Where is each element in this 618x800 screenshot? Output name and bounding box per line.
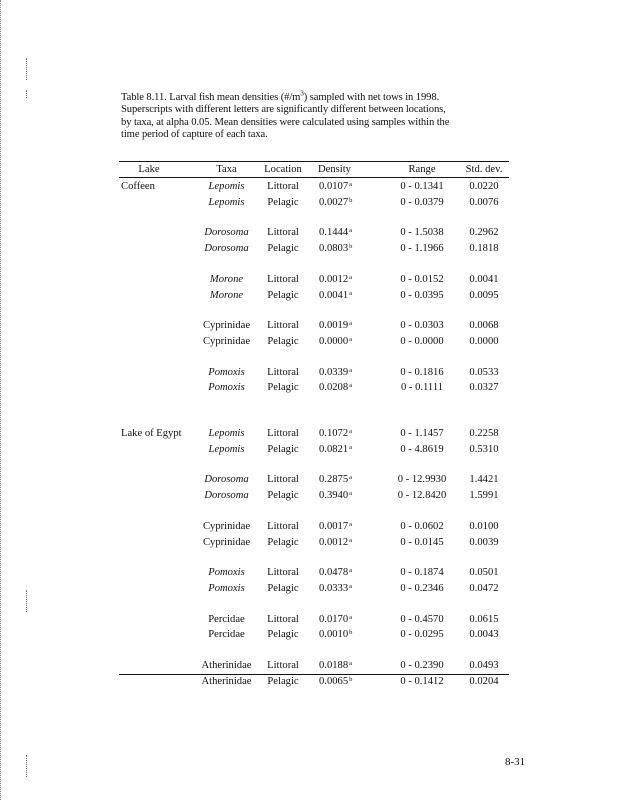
cell-std-dev: 0.0501 — [469, 567, 499, 579]
cell-taxa: Atherinidae — [201, 675, 252, 687]
cell-density — [319, 243, 352, 255]
significance-superscript: a — [349, 273, 353, 281]
significance-superscript: a — [349, 227, 353, 235]
cell-taxa: Pomoxis — [208, 567, 245, 579]
cell-location: Pelagic — [267, 490, 299, 502]
density-value: 0.0803 — [319, 243, 349, 255]
cell-density — [319, 629, 352, 641]
cell-std-dev: 0.0220 — [469, 181, 499, 192]
cell-range: 0 - 0.0145 — [400, 536, 444, 548]
cell-std-dev: 0.5310 — [469, 443, 499, 455]
cell-std-dev: 0.0095 — [469, 289, 499, 301]
cell-location: Littoral — [267, 320, 299, 332]
density-value: 0.0333 — [319, 582, 349, 594]
density-value: 0.0010 — [319, 629, 349, 641]
density-value: 0.0821 — [319, 443, 349, 455]
cell-range: 0 - 0.1412 — [400, 675, 444, 687]
margin-mark — [26, 90, 27, 98]
cell-location: Pelagic — [267, 289, 299, 301]
cell-taxa: Atherinidae — [201, 660, 252, 671]
cell-std-dev: 0.0043 — [469, 629, 499, 641]
density-value: 0.2875 — [319, 474, 349, 486]
cell-range: 0 - 1.1457 — [400, 428, 444, 439]
binding-edge — [0, 0, 5, 800]
cell-std-dev: 0.2962 — [469, 227, 499, 239]
cell-taxa: Dorosoma — [204, 243, 249, 255]
cell-density — [319, 583, 352, 595]
cell-taxa: Morone — [209, 289, 244, 301]
density-value: 0.0107 — [319, 181, 349, 192]
cell-density — [319, 320, 352, 332]
significance-superscript: b — [349, 196, 353, 204]
cell-range: 0 - 0.1111 — [400, 382, 444, 394]
density-value: 0.0339 — [319, 366, 349, 378]
cell-range: 0 - 1.5038 — [400, 227, 444, 239]
cell-range: 0 - 12.8420 — [397, 490, 447, 502]
header-taxa: Taxa — [216, 164, 237, 175]
cell-location: Pelagic — [267, 243, 299, 255]
header-range: Range — [408, 164, 436, 175]
cell-density — [319, 537, 352, 549]
cell-density — [319, 181, 352, 193]
cell-taxa: Cyprinidae — [202, 320, 251, 332]
header-std-dev: Std. dev. — [465, 164, 503, 175]
density-value: 0.0017 — [319, 520, 349, 532]
cell-range: 0 - 0.0379 — [400, 196, 444, 208]
cell-range: 0 - 0.1874 — [400, 567, 444, 579]
cell-location: Pelagic — [267, 675, 299, 687]
cell-range: 0 - 0.2346 — [400, 582, 444, 594]
cell-std-dev: 0.0100 — [469, 520, 499, 532]
cell-range: 0 - 0.4570 — [400, 613, 444, 625]
cell-taxa: Morone — [209, 273, 244, 285]
cell-range: 0 - 0.0395 — [400, 289, 444, 301]
cell-std-dev: 0.0533 — [469, 366, 499, 378]
cell-taxa: Pomoxis — [208, 382, 245, 394]
cell-density — [319, 227, 352, 239]
significance-superscript: a — [349, 582, 353, 590]
cell-std-dev: 0.0000 — [469, 335, 499, 347]
cell-std-dev: 0.2258 — [469, 428, 499, 439]
margin-mark — [26, 590, 27, 612]
significance-superscript: a — [349, 613, 353, 621]
density-value: 0.0012 — [319, 273, 349, 285]
cell-taxa: Lepomis — [208, 443, 245, 455]
cell-range: 0 - 0.2390 — [400, 660, 444, 671]
density-value: 0.0065 — [319, 675, 349, 687]
cell-location: Pelagic — [267, 582, 299, 594]
significance-superscript: a — [349, 320, 353, 328]
significance-superscript: a — [349, 567, 353, 575]
cell-density — [319, 676, 352, 688]
cell-location: Pelagic — [267, 629, 299, 641]
significance-superscript: a — [349, 443, 353, 451]
cell-std-dev: 1.4421 — [469, 474, 499, 486]
significance-superscript: a — [349, 428, 353, 435]
margin-mark — [26, 58, 27, 80]
cell-density — [319, 290, 352, 302]
cell-density — [319, 660, 352, 672]
cell-taxa: Percidae — [208, 629, 245, 641]
header-density: Density — [318, 164, 351, 175]
density-value: 0.0170 — [319, 613, 349, 625]
cell-taxa: Pomoxis — [208, 582, 245, 594]
cell-density — [319, 197, 352, 209]
significance-superscript: b — [349, 629, 353, 637]
density-value: 0.0478 — [319, 567, 349, 579]
cell-density — [319, 474, 352, 486]
cell-range: 0 - 1.1966 — [400, 243, 444, 255]
cell-location: Littoral — [267, 273, 299, 285]
cell-location: Littoral — [267, 366, 299, 378]
significance-superscript: a — [349, 660, 353, 667]
caption-line-3: by taxa, at alpha 0.05. Mean densities were calculated using samples within the — [121, 116, 450, 128]
cell-taxa: Percidae — [208, 613, 245, 625]
header-lake: Lake — [138, 164, 160, 175]
density-value: 0.3940 — [319, 490, 349, 502]
cell-std-dev: 0.0472 — [469, 582, 499, 594]
significance-superscript: a — [349, 289, 353, 297]
cell-location: Pelagic — [267, 536, 299, 548]
caption-line-4: time period of capture of each taxa. — [121, 129, 268, 141]
cell-taxa: Dorosoma — [204, 227, 249, 239]
cell-location: Pelagic — [267, 443, 299, 455]
density-value: 0.0012 — [319, 536, 349, 548]
density-value: 0.0041 — [319, 289, 349, 301]
significance-superscript: b — [349, 675, 353, 683]
cell-density — [319, 614, 352, 626]
table-caption — [121, 89, 513, 142]
significance-superscript: a — [349, 335, 353, 343]
cell-std-dev: 0.1818 — [469, 243, 499, 255]
cell-lake: Lake of Egypt — [121, 428, 182, 439]
cell-taxa: Cyprinidae — [202, 536, 251, 548]
cell-location: Littoral — [267, 567, 299, 579]
cell-range: 0 - 0.0152 — [400, 273, 444, 285]
cell-range: 0 - 0.1816 — [400, 366, 444, 378]
cell-density — [319, 367, 352, 379]
cell-location: Pelagic — [267, 382, 299, 394]
significance-superscript: a — [349, 181, 353, 188]
cell-std-dev: 0.0204 — [469, 675, 499, 687]
cell-taxa: Lepomis — [208, 181, 245, 192]
cell-taxa: Pomoxis — [208, 366, 245, 378]
cell-std-dev: 0.0068 — [469, 320, 499, 332]
significance-superscript: a — [349, 490, 353, 498]
cell-std-dev: 0.0327 — [469, 382, 499, 394]
cell-range: 0 - 0.1341 — [400, 181, 444, 192]
cell-density — [319, 274, 352, 286]
cell-range: 0 - 4.8619 — [400, 443, 444, 455]
table-bottom-rule — [119, 674, 509, 675]
cell-range: 0 - 12.9930 — [397, 474, 447, 486]
table-top-rule — [119, 161, 509, 162]
cell-taxa: Lepomis — [208, 196, 245, 208]
cell-density — [319, 567, 352, 579]
cell-location: Littoral — [267, 613, 299, 625]
cell-location: Littoral — [267, 660, 299, 671]
cell-location: Littoral — [267, 227, 299, 239]
caption-line-2: Superscripts with different letters are significantly different between locations, — [121, 104, 446, 116]
cell-taxa: Cyprinidae — [202, 520, 251, 532]
cell-density — [319, 521, 352, 533]
cell-std-dev: 0.0615 — [469, 613, 499, 625]
table-header-rule — [119, 177, 509, 178]
density-value: 0.0188 — [319, 660, 349, 671]
density-value: 0.0208 — [319, 382, 349, 394]
cell-std-dev: 0.0493 — [469, 660, 499, 671]
cell-taxa: Dorosoma — [204, 490, 249, 502]
cell-location: Pelagic — [267, 335, 299, 347]
density-value: 0.0027 — [319, 196, 349, 208]
cell-range: 0 - 0.0000 — [400, 335, 444, 347]
cell-taxa: Dorosoma — [204, 474, 249, 486]
cell-location: Pelagic — [267, 196, 299, 208]
cell-density — [319, 444, 352, 456]
density-value: 0.1072 — [319, 428, 349, 439]
density-value: 0.0019 — [319, 320, 349, 332]
significance-superscript: b — [349, 243, 353, 251]
cell-range: 0 - 0.0602 — [400, 520, 444, 532]
significance-superscript: a — [349, 382, 353, 390]
cell-location: Littoral — [267, 428, 299, 439]
cell-lake: Coffeen — [121, 181, 155, 192]
cell-taxa: Lepomis — [208, 428, 245, 439]
cell-range: 0 - 0.0295 — [400, 629, 444, 641]
cell-location: Littoral — [267, 520, 299, 532]
cell-std-dev: 1.5991 — [469, 490, 499, 502]
density-value: 0.0000 — [319, 335, 349, 347]
cell-taxa: Cyprinidae — [202, 335, 251, 347]
significance-superscript: a — [349, 536, 353, 544]
margin-mark — [26, 755, 27, 777]
cell-std-dev: 0.0039 — [469, 536, 499, 548]
cell-density — [319, 336, 352, 348]
page-number: 8-31 — [505, 756, 526, 768]
cell-density — [319, 428, 352, 440]
significance-superscript: a — [349, 366, 353, 374]
header-location: Location — [264, 164, 302, 175]
significance-superscript: a — [349, 520, 353, 528]
caption-line-1: Table 8.11. Larval fish mean densities $(\#/m^3)$ sampled with net tows in 1998. — [121, 89, 440, 103]
cell-location: Littoral — [267, 474, 299, 486]
density-value: 0.1444 — [319, 227, 349, 239]
cell-range: 0 - 0.0303 — [400, 320, 444, 332]
cell-std-dev: 0.0041 — [469, 273, 499, 285]
cell-location: Littoral — [267, 181, 299, 192]
significance-superscript: a — [349, 474, 353, 482]
cell-density — [319, 382, 352, 394]
cell-std-dev: 0.0076 — [469, 196, 499, 208]
cell-density — [319, 490, 352, 502]
